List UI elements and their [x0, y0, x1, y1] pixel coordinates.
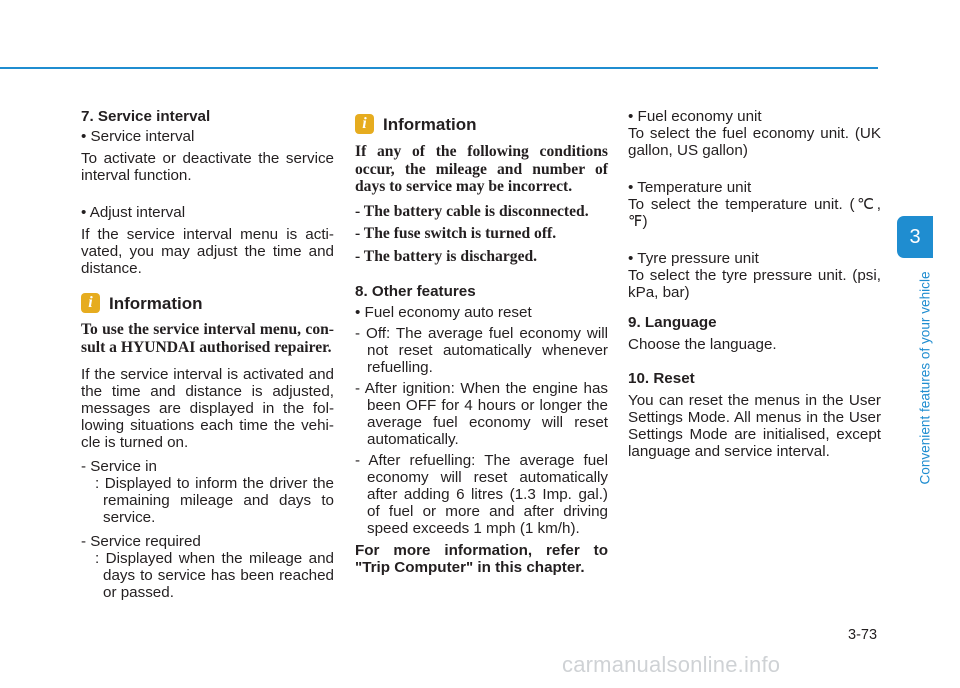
header-rule [0, 67, 878, 69]
chapter-tab: 3 [897, 216, 933, 258]
bullet-item: • Tyre pressure unit [628, 250, 759, 267]
list-item: - Off: The average fuel economy will not reset automatically whenever refuelling. [355, 324, 608, 376]
paragraph: You can reset the menus in the User Settings Mode. All menus in the User Settings Mode are initialised, except language and service interval. [628, 392, 881, 460]
info-icon: i [355, 114, 374, 134]
reference-note: For more information, refer to "Trip Computer" in this chapter. [355, 541, 608, 576]
page-number: 3-73 [848, 627, 878, 643]
list-item-title: - Service in [81, 458, 157, 476]
list-item: - After ignition: When the engine has been OFF for 4 hours or longer the average fuel economy will reset automatically. [355, 379, 608, 448]
paragraph: To select the tyre pressure unit. (psi, kPa, bar) [628, 267, 881, 301]
paragraph: If the service interval menu is acti-vated, you may adjust the time and distance. [81, 226, 334, 277]
list-item-description: : Displayed when the mileage and days to service has been reached or passed. [95, 550, 334, 602]
condition-item: - The battery cable is disconnected. [355, 202, 589, 220]
paragraph: To select the fuel economy unit. (UK gallon, US gallon) [628, 125, 881, 159]
bullet-item: • Service interval [81, 128, 195, 145]
section-heading: 9. Language [628, 314, 717, 331]
list-item-description: : Displayed to inform the driver the remaining mileage and days to service. [95, 475, 334, 527]
information-box-header [81, 291, 334, 315]
info-icon: i [81, 293, 100, 313]
chapter-title [915, 262, 935, 494]
list-item-title: - Service required [81, 533, 201, 551]
bullet-item: • Temperature unit [628, 179, 752, 196]
paragraph: Choose the language. [628, 336, 777, 353]
paragraph: To select the temperature unit. (℃,℉) [628, 196, 881, 230]
watermark: carmanualsonline.info [562, 652, 781, 677]
column-right [628, 108, 881, 460]
information-box-header [355, 112, 608, 136]
information-text: If any of the following conditions occur, the mileage and number of days to service may be incorrect. [355, 143, 608, 196]
chapter-title-text: Convenient features of your vehicle [917, 271, 933, 485]
information-title: Information [383, 114, 477, 134]
list-item: - After refuelling: The average fuel economy will reset automatically after adding 6 litres (1.3 Imp. gal.) of fuel or more and after driving speed exceeds 1 mph (1 km/h). [355, 451, 608, 537]
section-heading: 10. Reset [628, 370, 695, 387]
information-text: To use the service interval menu, con-sult a HYUNDAI authorised repairer. [81, 321, 334, 356]
section-heading: 7. Service interval [81, 108, 211, 125]
bullet-item: • Fuel economy unit [628, 108, 762, 125]
column-middle [355, 112, 608, 576]
bullet-item: • Adjust interval [81, 204, 186, 221]
column-left [81, 108, 334, 601]
information-title: Information [109, 293, 203, 313]
section-heading: 8. Other features [355, 282, 476, 300]
bullet-item: • Fuel economy auto reset [355, 303, 532, 321]
condition-item: - The battery is discharged. [355, 247, 538, 265]
condition-item: - The fuse switch is turned off. [355, 225, 557, 243]
paragraph: To activate or deactivate the service interval function. [81, 150, 334, 184]
paragraph: If the service interval is activated and the time and distance is adjusted, messages are displayed in the fol-lowing situations each time the vehi-cle is turned on. [81, 366, 334, 452]
